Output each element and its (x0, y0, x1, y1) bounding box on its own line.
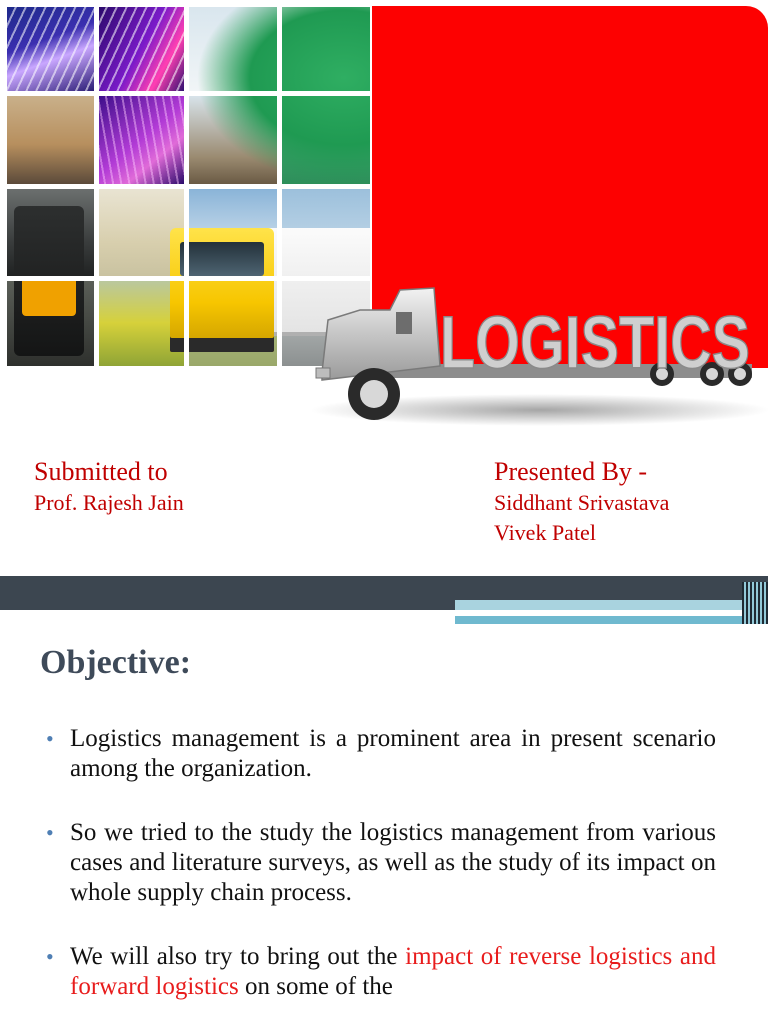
bullet-text: on some of the (238, 973, 393, 1000)
submitted-to-block (34, 456, 184, 518)
submitted-to-heading: Submitted to (34, 457, 168, 486)
highlighted-text: impact of reverse logistics and forward logistics (70, 943, 716, 1000)
presenter-name: Vivek Patel (494, 520, 596, 545)
bullet-item: • Logistics management is a prominent area in present scenario among the organization. (46, 724, 716, 784)
photo-highway-lights (7, 7, 95, 91)
collage-grid (0, 91, 372, 96)
photo-light-trails-2 (98, 96, 184, 184)
presented-by-heading: Presented By - (494, 457, 648, 486)
bullet-text: We will also try to bring out the (70, 943, 406, 970)
divider-stripes (742, 582, 768, 624)
photo-light-trails (98, 7, 184, 91)
svg-text:LOGISTICS: LOGISTICS (440, 301, 750, 376)
bullet-item (46, 942, 716, 1002)
objective-title: Objective: (40, 644, 192, 681)
divider-accent (455, 600, 745, 610)
professor-name: Prof. Rajesh Jain (34, 490, 184, 515)
presenter-name: Siddhant Srivastava (494, 490, 670, 515)
photo-forklift-body (14, 206, 84, 356)
bullet-item: • So we tried to the study the logistics management from various cases and literature surveys, as well as the study of its impact on whole supply chain process. (46, 818, 716, 908)
photo-trucks-depot (7, 96, 95, 184)
presented-by-block (494, 456, 669, 548)
collage-grid (0, 184, 372, 189)
divider-accent (455, 616, 768, 624)
logistics-logo-text (440, 296, 760, 376)
objective-bullets (46, 724, 716, 1036)
